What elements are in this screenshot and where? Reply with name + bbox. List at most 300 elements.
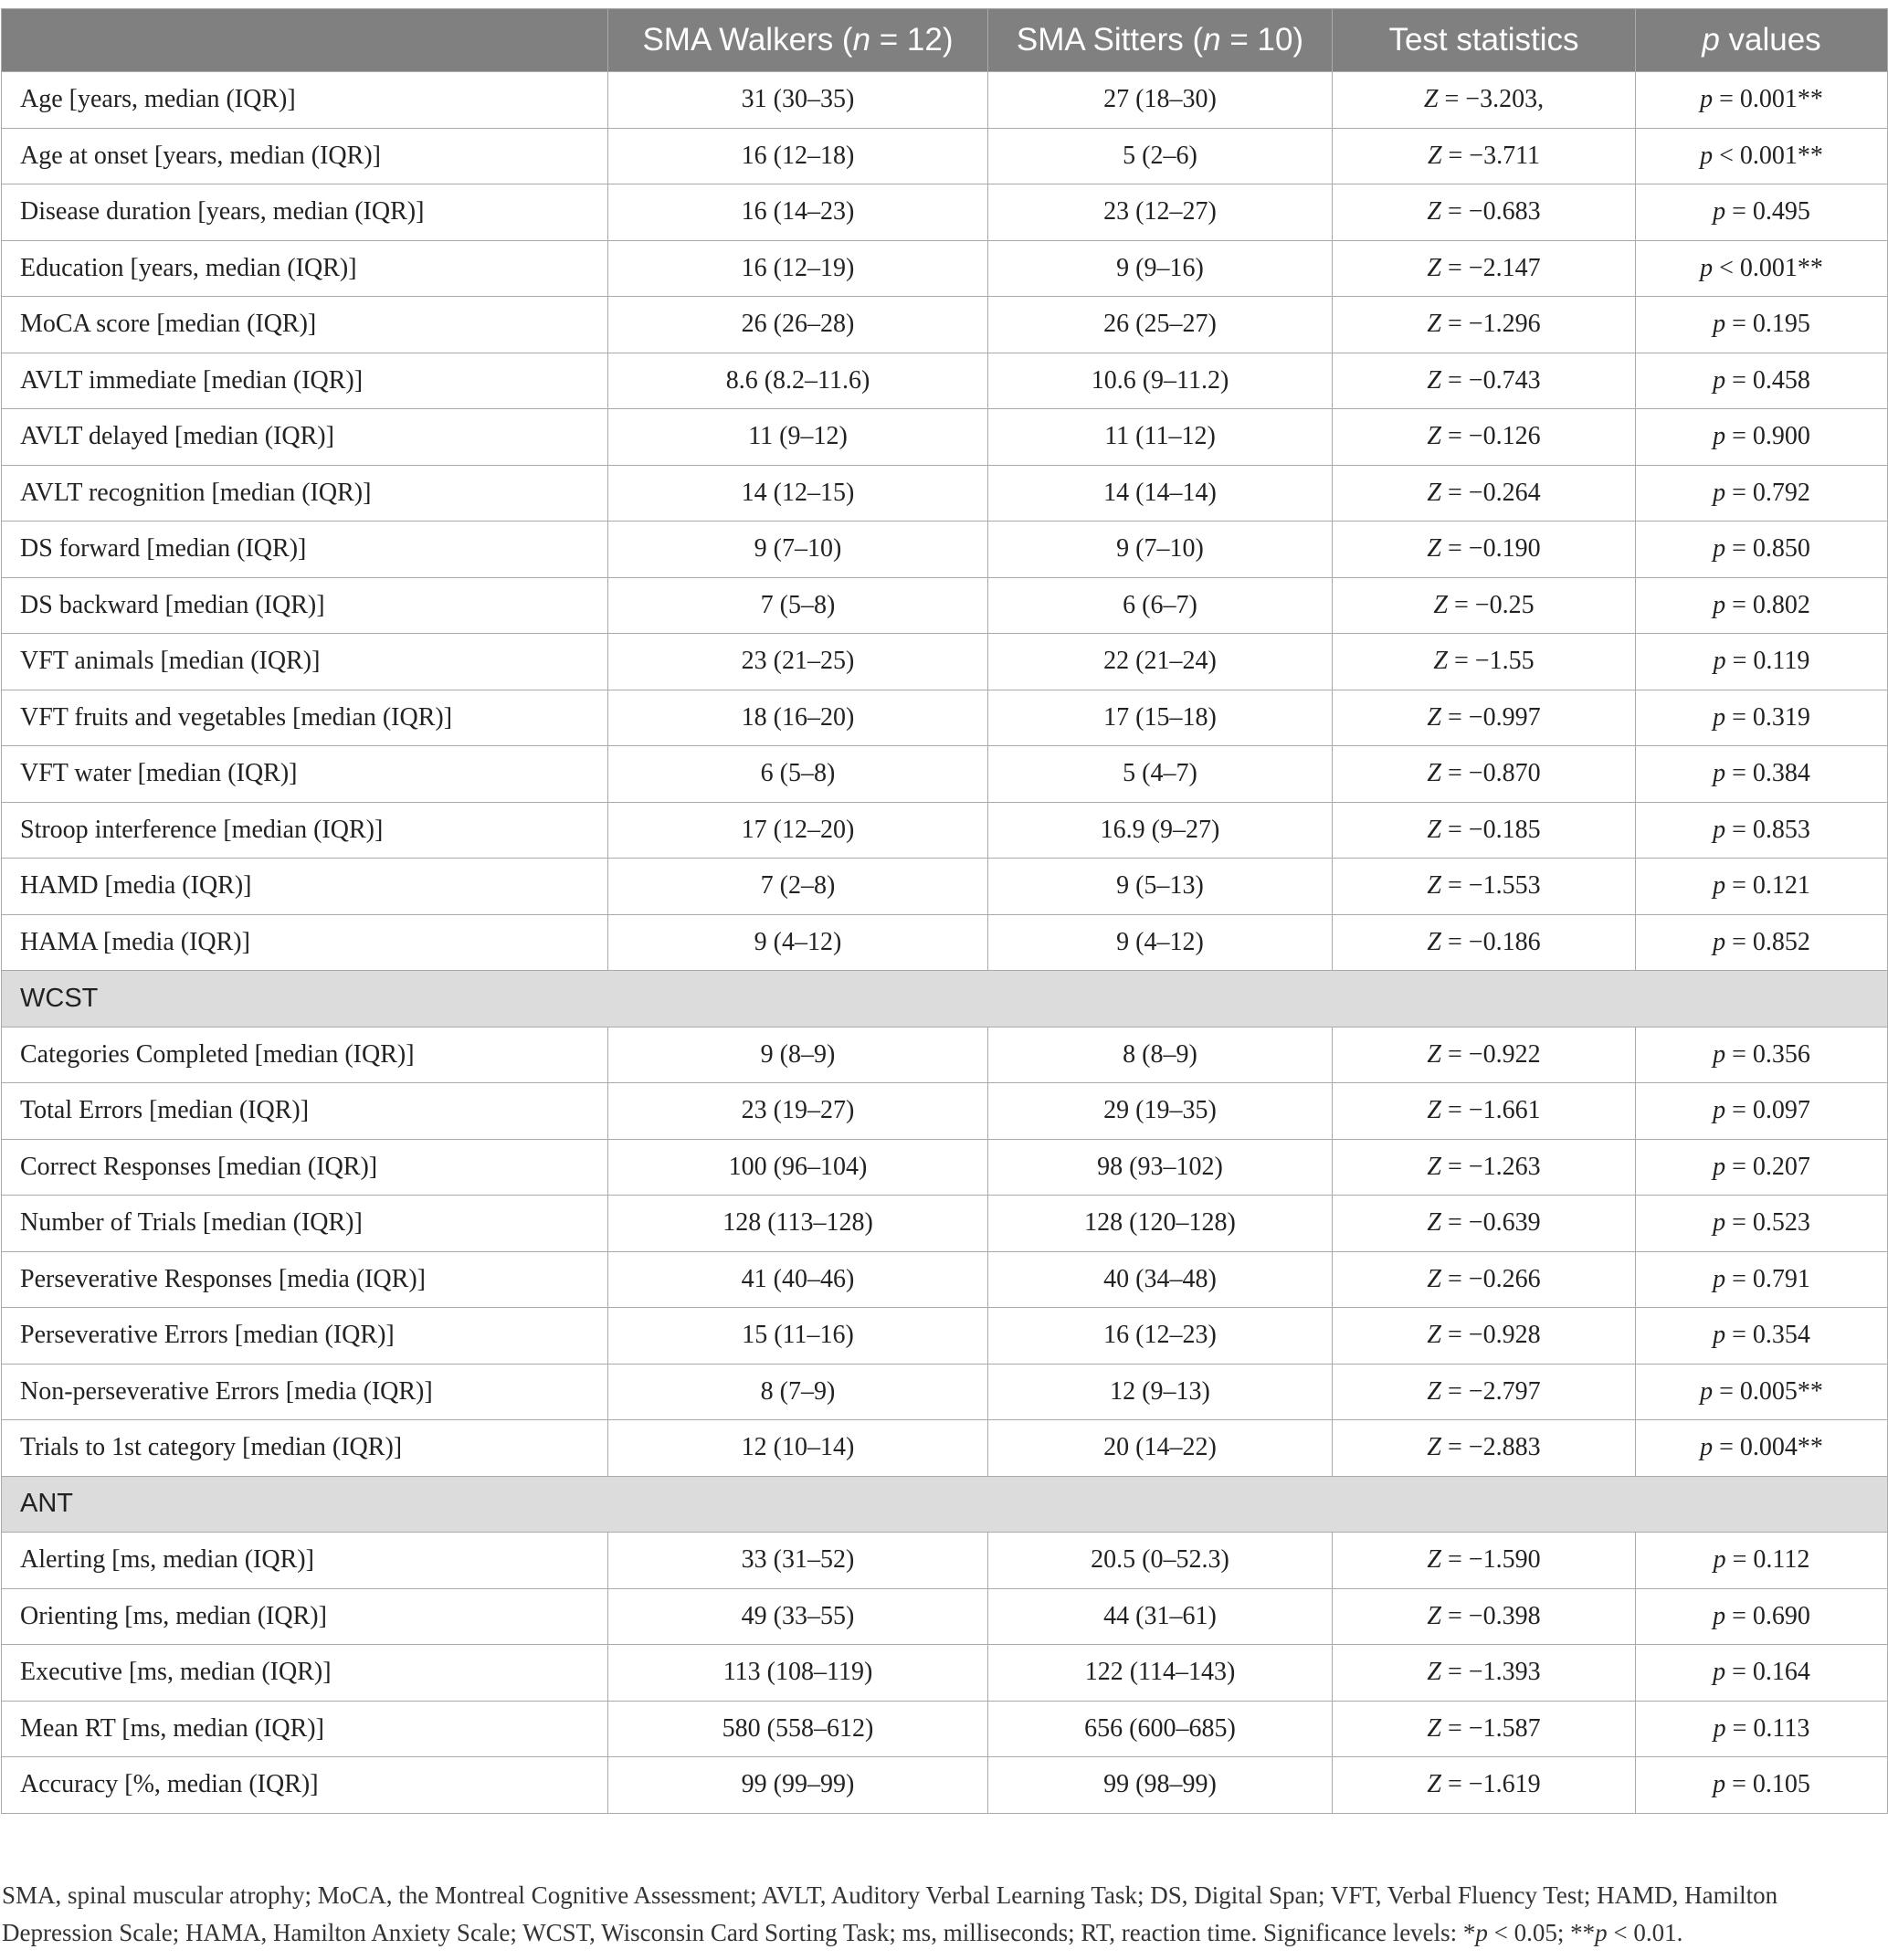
row-label: AVLT immediate [median (IQR)] xyxy=(2,353,608,409)
row-label: Alerting [ms, median (IQR)] xyxy=(2,1533,608,1589)
stat-symbol: Z xyxy=(1427,815,1441,844)
stat-symbol: Z xyxy=(1427,141,1442,170)
test-statistic xyxy=(1333,1701,1636,1757)
row-label: Stroop interference [median (IQR)] xyxy=(2,802,608,859)
p-symbol: p xyxy=(1713,1152,1726,1181)
table-row xyxy=(2,1139,1888,1196)
p-symbol: p xyxy=(1713,927,1726,956)
walkers-value: 16 (12–19) xyxy=(608,240,988,297)
stat-symbol: Z xyxy=(1427,534,1441,564)
p-value-text: = 0.113 xyxy=(1725,1713,1810,1743)
p-value xyxy=(1636,1588,1888,1645)
walkers-value: 17 (12–20) xyxy=(608,802,988,859)
walkers-value: 14 (12–15) xyxy=(608,465,988,522)
p-symbol: p xyxy=(1713,1039,1726,1069)
stat-symbol: Z xyxy=(1427,1152,1441,1181)
test-statistic xyxy=(1333,1364,1636,1420)
p-value xyxy=(1636,1420,1888,1477)
p-symbol: p xyxy=(1713,815,1726,844)
header-p-values: p values xyxy=(1636,9,1888,72)
p-symbol: p xyxy=(1713,197,1726,227)
p-value-text: = 0.354 xyxy=(1725,1321,1810,1350)
stat-value: = −0.398 xyxy=(1440,1601,1541,1630)
test-statistic xyxy=(1333,184,1636,241)
p-value-text: = 0.852 xyxy=(1725,927,1810,956)
p-value-text: = 0.384 xyxy=(1725,759,1810,788)
p-value xyxy=(1636,1533,1888,1589)
test-statistic xyxy=(1333,1308,1636,1365)
sitters-value: 22 (21–24) xyxy=(988,634,1333,690)
sitters-value: 20 (14–22) xyxy=(988,1420,1333,1477)
test-statistic xyxy=(1333,1139,1636,1196)
ant-section-label: ANT xyxy=(2,1476,1888,1533)
p-value xyxy=(1636,1701,1888,1757)
p-value-text: = 0.001** xyxy=(1713,85,1823,114)
p-value-text: = 0.523 xyxy=(1725,1208,1810,1238)
test-statistic xyxy=(1333,1645,1636,1702)
p-value xyxy=(1636,634,1888,690)
walkers-value: 8 (7–9) xyxy=(608,1364,988,1420)
p-symbol: p xyxy=(1713,1321,1726,1350)
p-symbol: p xyxy=(1700,253,1714,282)
sitters-value: 26 (25–27) xyxy=(988,297,1333,353)
sitters-value: 20.5 (0–52.3) xyxy=(988,1533,1333,1589)
table-row xyxy=(2,1027,1888,1083)
test-statistic xyxy=(1333,577,1636,634)
walkers-value: 9 (8–9) xyxy=(608,1027,988,1083)
row-label: Perseverative Responses [media (IQR)] xyxy=(2,1251,608,1308)
p-symbol: p xyxy=(1713,534,1726,564)
p-value-text: = 0.690 xyxy=(1725,1601,1810,1630)
stat-value: = −1.619 xyxy=(1440,1770,1541,1799)
stat-value: = −2.147 xyxy=(1440,253,1541,282)
test-statistic xyxy=(1333,353,1636,409)
stat-symbol: Z xyxy=(1427,702,1441,732)
table-row xyxy=(2,465,1888,522)
p-value-text: = 0.853 xyxy=(1725,815,1810,844)
table-row xyxy=(2,690,1888,746)
walkers-value: 31 (30–35) xyxy=(608,72,988,129)
header-blank xyxy=(2,9,608,72)
table-row xyxy=(2,859,1888,915)
p-value xyxy=(1636,353,1888,409)
stat-symbol: Z xyxy=(1433,590,1448,619)
table-row xyxy=(2,1588,1888,1645)
stat-symbol: Z xyxy=(1427,1601,1441,1630)
p-symbol: p xyxy=(1713,478,1726,507)
stat-symbol: Z xyxy=(1427,1264,1441,1293)
sitters-value: 14 (14–14) xyxy=(988,465,1333,522)
stat-symbol: Z xyxy=(1427,1096,1441,1125)
sitters-value: 5 (2–6) xyxy=(988,128,1333,184)
header-sitters: SMA Sitters (n = 10) xyxy=(988,9,1333,72)
walkers-value: 49 (33–55) xyxy=(608,1588,988,1645)
stat-value: = −1.263 xyxy=(1440,1152,1541,1181)
stat-value: = −1.55 xyxy=(1447,647,1535,676)
test-statistic xyxy=(1333,240,1636,297)
stat-symbol: Z xyxy=(1427,1433,1441,1462)
walkers-value: 113 (108–119) xyxy=(608,1645,988,1702)
stat-value: = −0.190 xyxy=(1440,534,1541,564)
walkers-value: 580 (558–612) xyxy=(608,1701,988,1757)
row-label: Perseverative Errors [median (IQR)] xyxy=(2,1308,608,1365)
stat-value: = −0.185 xyxy=(1440,815,1541,844)
stat-value: = −0.683 xyxy=(1440,197,1541,227)
walkers-value: 7 (2–8) xyxy=(608,859,988,915)
sitters-value: 23 (12–27) xyxy=(988,184,1333,241)
p-value-text: = 0.319 xyxy=(1725,702,1810,732)
sitters-value: 5 (4–7) xyxy=(988,746,1333,803)
stat-value: = −0.928 xyxy=(1440,1321,1541,1350)
stat-symbol: Z xyxy=(1427,1321,1441,1350)
row-label: HAMD [media (IQR)] xyxy=(2,859,608,915)
p-symbol: p xyxy=(1713,1545,1726,1575)
p-symbol: p xyxy=(1713,1601,1726,1630)
sitters-value: 656 (600–685) xyxy=(988,1701,1333,1757)
stat-value: = −1.393 xyxy=(1440,1658,1541,1687)
stat-symbol: Z xyxy=(1427,1039,1441,1069)
table-row xyxy=(2,1645,1888,1702)
sitters-value: 16 (12–23) xyxy=(988,1308,1333,1365)
p-value xyxy=(1636,1364,1888,1420)
stat-symbol: Z xyxy=(1427,1376,1441,1406)
p-value xyxy=(1636,240,1888,297)
row-label: VFT fruits and vegetables [median (IQR)] xyxy=(2,690,608,746)
p-value-text: = 0.121 xyxy=(1725,871,1810,901)
test-statistic xyxy=(1333,634,1636,690)
stat-value: = −0.126 xyxy=(1440,422,1541,451)
stat-value: = −1.296 xyxy=(1440,310,1541,339)
row-label: Executive [ms, median (IQR)] xyxy=(2,1645,608,1702)
row-label: Mean RT [ms, median (IQR)] xyxy=(2,1701,608,1757)
table-row xyxy=(2,634,1888,690)
stat-value: = −1.661 xyxy=(1440,1096,1541,1125)
p-value-text: = 0.792 xyxy=(1725,478,1810,507)
table-row xyxy=(2,1420,1888,1477)
stat-symbol: Z xyxy=(1427,927,1441,956)
table-container xyxy=(0,8,1888,1814)
p-value xyxy=(1636,1645,1888,1702)
test-statistic xyxy=(1333,1757,1636,1814)
stat-value: = −3.203, xyxy=(1438,85,1545,114)
p-value xyxy=(1636,1251,1888,1308)
test-statistic xyxy=(1333,746,1636,803)
p-value-text: < 0.001** xyxy=(1713,141,1823,170)
row-label: AVLT recognition [median (IQR)] xyxy=(2,465,608,522)
stat-symbol: Z xyxy=(1427,197,1441,227)
table-row xyxy=(2,184,1888,241)
row-label: Total Errors [median (IQR)] xyxy=(2,1083,608,1140)
stat-symbol: Z xyxy=(1423,85,1439,114)
test-statistic xyxy=(1333,1420,1636,1477)
row-label: VFT animals [median (IQR)] xyxy=(2,634,608,690)
p-value-text: = 0.105 xyxy=(1725,1770,1810,1799)
test-statistic xyxy=(1333,1588,1636,1645)
p-symbol: p xyxy=(1713,1208,1726,1238)
stat-value: = −2.797 xyxy=(1440,1376,1541,1406)
p-value xyxy=(1636,914,1888,971)
stat-value: = −0.186 xyxy=(1440,927,1541,956)
table-header xyxy=(2,9,1888,72)
sitters-value: 10.6 (9–11.2) xyxy=(988,353,1333,409)
test-statistic xyxy=(1333,409,1636,466)
stat-value: = −0.639 xyxy=(1440,1208,1541,1238)
stat-value: = −0.25 xyxy=(1447,590,1535,619)
walkers-value: 128 (113–128) xyxy=(608,1196,988,1252)
p-symbol: p xyxy=(1713,702,1726,732)
walkers-value: 33 (31–52) xyxy=(608,1533,988,1589)
row-label: Orienting [ms, median (IQR)] xyxy=(2,1588,608,1645)
row-label: Education [years, median (IQR)] xyxy=(2,240,608,297)
sitters-value: 9 (7–10) xyxy=(988,522,1333,578)
stat-symbol: Z xyxy=(1427,871,1441,901)
sitters-value: 9 (4–12) xyxy=(988,914,1333,971)
sitters-value: 17 (15–18) xyxy=(988,690,1333,746)
row-label: Trials to 1st category [median (IQR)] xyxy=(2,1420,608,1477)
p-symbol: p xyxy=(1713,310,1726,339)
p-value-text: = 0.004** xyxy=(1713,1433,1823,1462)
stat-symbol: Z xyxy=(1427,310,1441,339)
stat-symbol: Z xyxy=(1427,1770,1441,1799)
test-statistic xyxy=(1333,72,1636,129)
p-value-text: = 0.356 xyxy=(1725,1039,1810,1069)
header-test-statistics: Test statistics xyxy=(1333,9,1636,72)
sitters-value: 40 (34–48) xyxy=(988,1251,1333,1308)
walkers-value: 26 (26–28) xyxy=(608,297,988,353)
p-value xyxy=(1636,690,1888,746)
sitters-value: 29 (19–35) xyxy=(988,1083,1333,1140)
sitters-value: 8 (8–9) xyxy=(988,1027,1333,1083)
p-value xyxy=(1636,1308,1888,1365)
sitters-value: 9 (5–13) xyxy=(988,859,1333,915)
stat-symbol: Z xyxy=(1427,1713,1441,1743)
test-statistic xyxy=(1333,1083,1636,1140)
test-statistic xyxy=(1333,914,1636,971)
test-statistic xyxy=(1333,1027,1636,1083)
p-value-text: = 0.791 xyxy=(1725,1264,1810,1293)
walkers-value: 12 (10–14) xyxy=(608,1420,988,1477)
p-value xyxy=(1636,746,1888,803)
p-symbol: p xyxy=(1713,590,1726,619)
table-row xyxy=(2,1308,1888,1365)
sitters-value: 9 (9–16) xyxy=(988,240,1333,297)
walkers-value: 7 (5–8) xyxy=(608,577,988,634)
sitters-value: 99 (98–99) xyxy=(988,1757,1333,1814)
p-symbol: p xyxy=(1713,422,1726,451)
p-symbol: p xyxy=(1713,1658,1726,1687)
p-value xyxy=(1636,409,1888,466)
ant-section-row xyxy=(2,1476,1888,1533)
sitters-value: 122 (114–143) xyxy=(988,1645,1333,1702)
row-label: Non-perseverative Errors [media (IQR)] xyxy=(2,1364,608,1420)
table-row xyxy=(2,522,1888,578)
table-row xyxy=(2,240,1888,297)
stat-value: = −3.711 xyxy=(1441,141,1541,170)
stat-symbol: Z xyxy=(1427,253,1441,282)
stat-value: = −0.264 xyxy=(1440,478,1541,507)
test-statistic xyxy=(1333,1533,1636,1589)
table-row xyxy=(2,746,1888,803)
p-value xyxy=(1636,128,1888,184)
table-row xyxy=(2,409,1888,466)
walkers-value: 16 (14–23) xyxy=(608,184,988,241)
p-value-text: < 0.001** xyxy=(1713,253,1823,282)
test-statistic xyxy=(1333,128,1636,184)
p-symbol: p xyxy=(1700,85,1714,114)
walkers-value: 100 (96–104) xyxy=(608,1139,988,1196)
walkers-value: 99 (99–99) xyxy=(608,1757,988,1814)
p-value xyxy=(1636,522,1888,578)
walkers-value: 6 (5–8) xyxy=(608,746,988,803)
p-value xyxy=(1636,72,1888,129)
table-row xyxy=(2,1251,1888,1308)
p-value xyxy=(1636,1083,1888,1140)
test-statistic xyxy=(1333,1251,1636,1308)
stat-symbol: Z xyxy=(1427,478,1441,507)
stat-value: = −0.922 xyxy=(1440,1039,1541,1069)
p-value xyxy=(1636,297,1888,353)
p-symbol: p xyxy=(1713,1770,1726,1799)
table-row xyxy=(2,1196,1888,1252)
p-value xyxy=(1636,465,1888,522)
walkers-value: 23 (21–25) xyxy=(608,634,988,690)
table-row xyxy=(2,353,1888,409)
p-value xyxy=(1636,184,1888,241)
stat-symbol: Z xyxy=(1427,365,1441,395)
row-label: HAMA [media (IQR)] xyxy=(2,914,608,971)
stat-symbol: Z xyxy=(1427,1545,1441,1575)
walkers-value: 16 (12–18) xyxy=(608,128,988,184)
row-label: DS forward [median (IQR)] xyxy=(2,522,608,578)
p-value-text: = 0.458 xyxy=(1725,365,1810,395)
header-walkers: SMA Walkers (n = 12) xyxy=(608,9,988,72)
p-value-text: = 0.850 xyxy=(1725,534,1810,564)
stat-value: = −0.997 xyxy=(1440,702,1541,732)
row-label: Age at onset [years, median (IQR)] xyxy=(2,128,608,184)
p-value-text: = 0.207 xyxy=(1725,1152,1810,1181)
p-symbol: p xyxy=(1713,1264,1726,1293)
stat-symbol: Z xyxy=(1427,759,1441,788)
p-value xyxy=(1636,802,1888,859)
table-footnote: SMA, spinal muscular atrophy; MoCA, the Montreal Cognitive Assessment; AVLT, Auditory Verbal Learning Task; DS, Digital Span; VFT, Verbal Fluency Test; HAMD, Hamilton Depression Scale; HAMA, Hamilton Anxiety Scale; WCST, Wisconsin Card Sorting Task; ms, milliseconds; RT, reaction time. Significance levels: *p < 0.05; **p < 0.01. xyxy=(2,1881,1778,1946)
wcst-section-label: WCST xyxy=(2,971,1888,1027)
p-symbol: p xyxy=(1700,1376,1714,1406)
test-statistic xyxy=(1333,859,1636,915)
results-table xyxy=(1,8,1888,1814)
test-statistic xyxy=(1333,297,1636,353)
walkers-value: 23 (19–27) xyxy=(608,1083,988,1140)
table-row xyxy=(2,1533,1888,1589)
p-symbol: p xyxy=(1713,365,1726,395)
p-value-text: = 0.119 xyxy=(1725,647,1810,676)
p-value-text: = 0.164 xyxy=(1725,1658,1810,1687)
p-value-text: = 0.802 xyxy=(1725,590,1810,619)
table-body xyxy=(2,72,1888,1814)
row-label: VFT water [median (IQR)] xyxy=(2,746,608,803)
walkers-value: 18 (16–20) xyxy=(608,690,988,746)
stat-value: = −1.590 xyxy=(1440,1545,1541,1575)
table-row xyxy=(2,1364,1888,1420)
header-row xyxy=(2,9,1888,72)
walkers-value: 8.6 (8.2–11.6) xyxy=(608,353,988,409)
stat-symbol: Z xyxy=(1427,1658,1441,1687)
p-symbol: p xyxy=(1713,1096,1726,1125)
table-row xyxy=(2,802,1888,859)
table-row xyxy=(2,914,1888,971)
sitters-value: 128 (120–128) xyxy=(988,1196,1333,1252)
p-symbol: p xyxy=(1713,759,1726,788)
row-label: Categories Completed [median (IQR)] xyxy=(2,1027,608,1083)
p-value-text: = 0.097 xyxy=(1725,1096,1810,1125)
walkers-value: 9 (7–10) xyxy=(608,522,988,578)
walkers-value: 9 (4–12) xyxy=(608,914,988,971)
p-value xyxy=(1636,577,1888,634)
table-row xyxy=(2,577,1888,634)
row-label: AVLT delayed [median (IQR)] xyxy=(2,409,608,466)
p-value-text: = 0.495 xyxy=(1725,197,1810,227)
p-value xyxy=(1636,1139,1888,1196)
test-statistic xyxy=(1333,802,1636,859)
sitters-value: 11 (11–12) xyxy=(988,409,1333,466)
row-label: Disease duration [years, median (IQR)] xyxy=(2,184,608,241)
p-value xyxy=(1636,1196,1888,1252)
p-symbol: p xyxy=(1713,1713,1726,1743)
test-statistic xyxy=(1333,522,1636,578)
stat-symbol: Z xyxy=(1433,647,1448,676)
table-row xyxy=(2,128,1888,184)
sitters-value: 6 (6–7) xyxy=(988,577,1333,634)
p-value-text: = 0.900 xyxy=(1725,422,1810,451)
walkers-value: 11 (9–12) xyxy=(608,409,988,466)
row-label: Age [years, median (IQR)] xyxy=(2,72,608,129)
stat-value: = −1.553 xyxy=(1440,871,1541,901)
p-value-text: = 0.005** xyxy=(1713,1376,1823,1406)
p-symbol: p xyxy=(1713,871,1726,901)
row-label: MoCA score [median (IQR)] xyxy=(2,297,608,353)
stat-value: = −2.883 xyxy=(1440,1433,1541,1462)
stat-value: = −0.743 xyxy=(1440,365,1541,395)
sitters-value: 44 (31–61) xyxy=(988,1588,1333,1645)
table-row xyxy=(2,1083,1888,1140)
row-label: DS backward [median (IQR)] xyxy=(2,577,608,634)
p-symbol: p xyxy=(1713,647,1726,676)
test-statistic xyxy=(1333,690,1636,746)
wcst-section-row xyxy=(2,971,1888,1027)
sitters-value: 16.9 (9–27) xyxy=(988,802,1333,859)
p-symbol: p xyxy=(1700,141,1714,170)
p-value-text: = 0.195 xyxy=(1725,310,1810,339)
test-statistic xyxy=(1333,465,1636,522)
row-label: Correct Responses [median (IQR)] xyxy=(2,1139,608,1196)
sitters-value: 98 (93–102) xyxy=(988,1139,1333,1196)
stat-symbol: Z xyxy=(1427,1208,1441,1238)
stat-value: = −0.266 xyxy=(1440,1264,1541,1293)
walkers-value: 41 (40–46) xyxy=(608,1251,988,1308)
table-row xyxy=(2,72,1888,129)
walkers-value: 15 (11–16) xyxy=(608,1308,988,1365)
stat-value: = −0.870 xyxy=(1440,759,1541,788)
sitters-value: 27 (18–30) xyxy=(988,72,1333,129)
p-value xyxy=(1636,1757,1888,1814)
sitters-value: 12 (9–13) xyxy=(988,1364,1333,1420)
row-label: Number of Trials [median (IQR)] xyxy=(2,1196,608,1252)
p-value-text: = 0.112 xyxy=(1725,1545,1810,1575)
p-value xyxy=(1636,859,1888,915)
table-row xyxy=(2,297,1888,353)
stat-symbol: Z xyxy=(1427,422,1441,451)
p-symbol: p xyxy=(1700,1433,1714,1462)
stat-value: = −1.587 xyxy=(1440,1713,1541,1743)
